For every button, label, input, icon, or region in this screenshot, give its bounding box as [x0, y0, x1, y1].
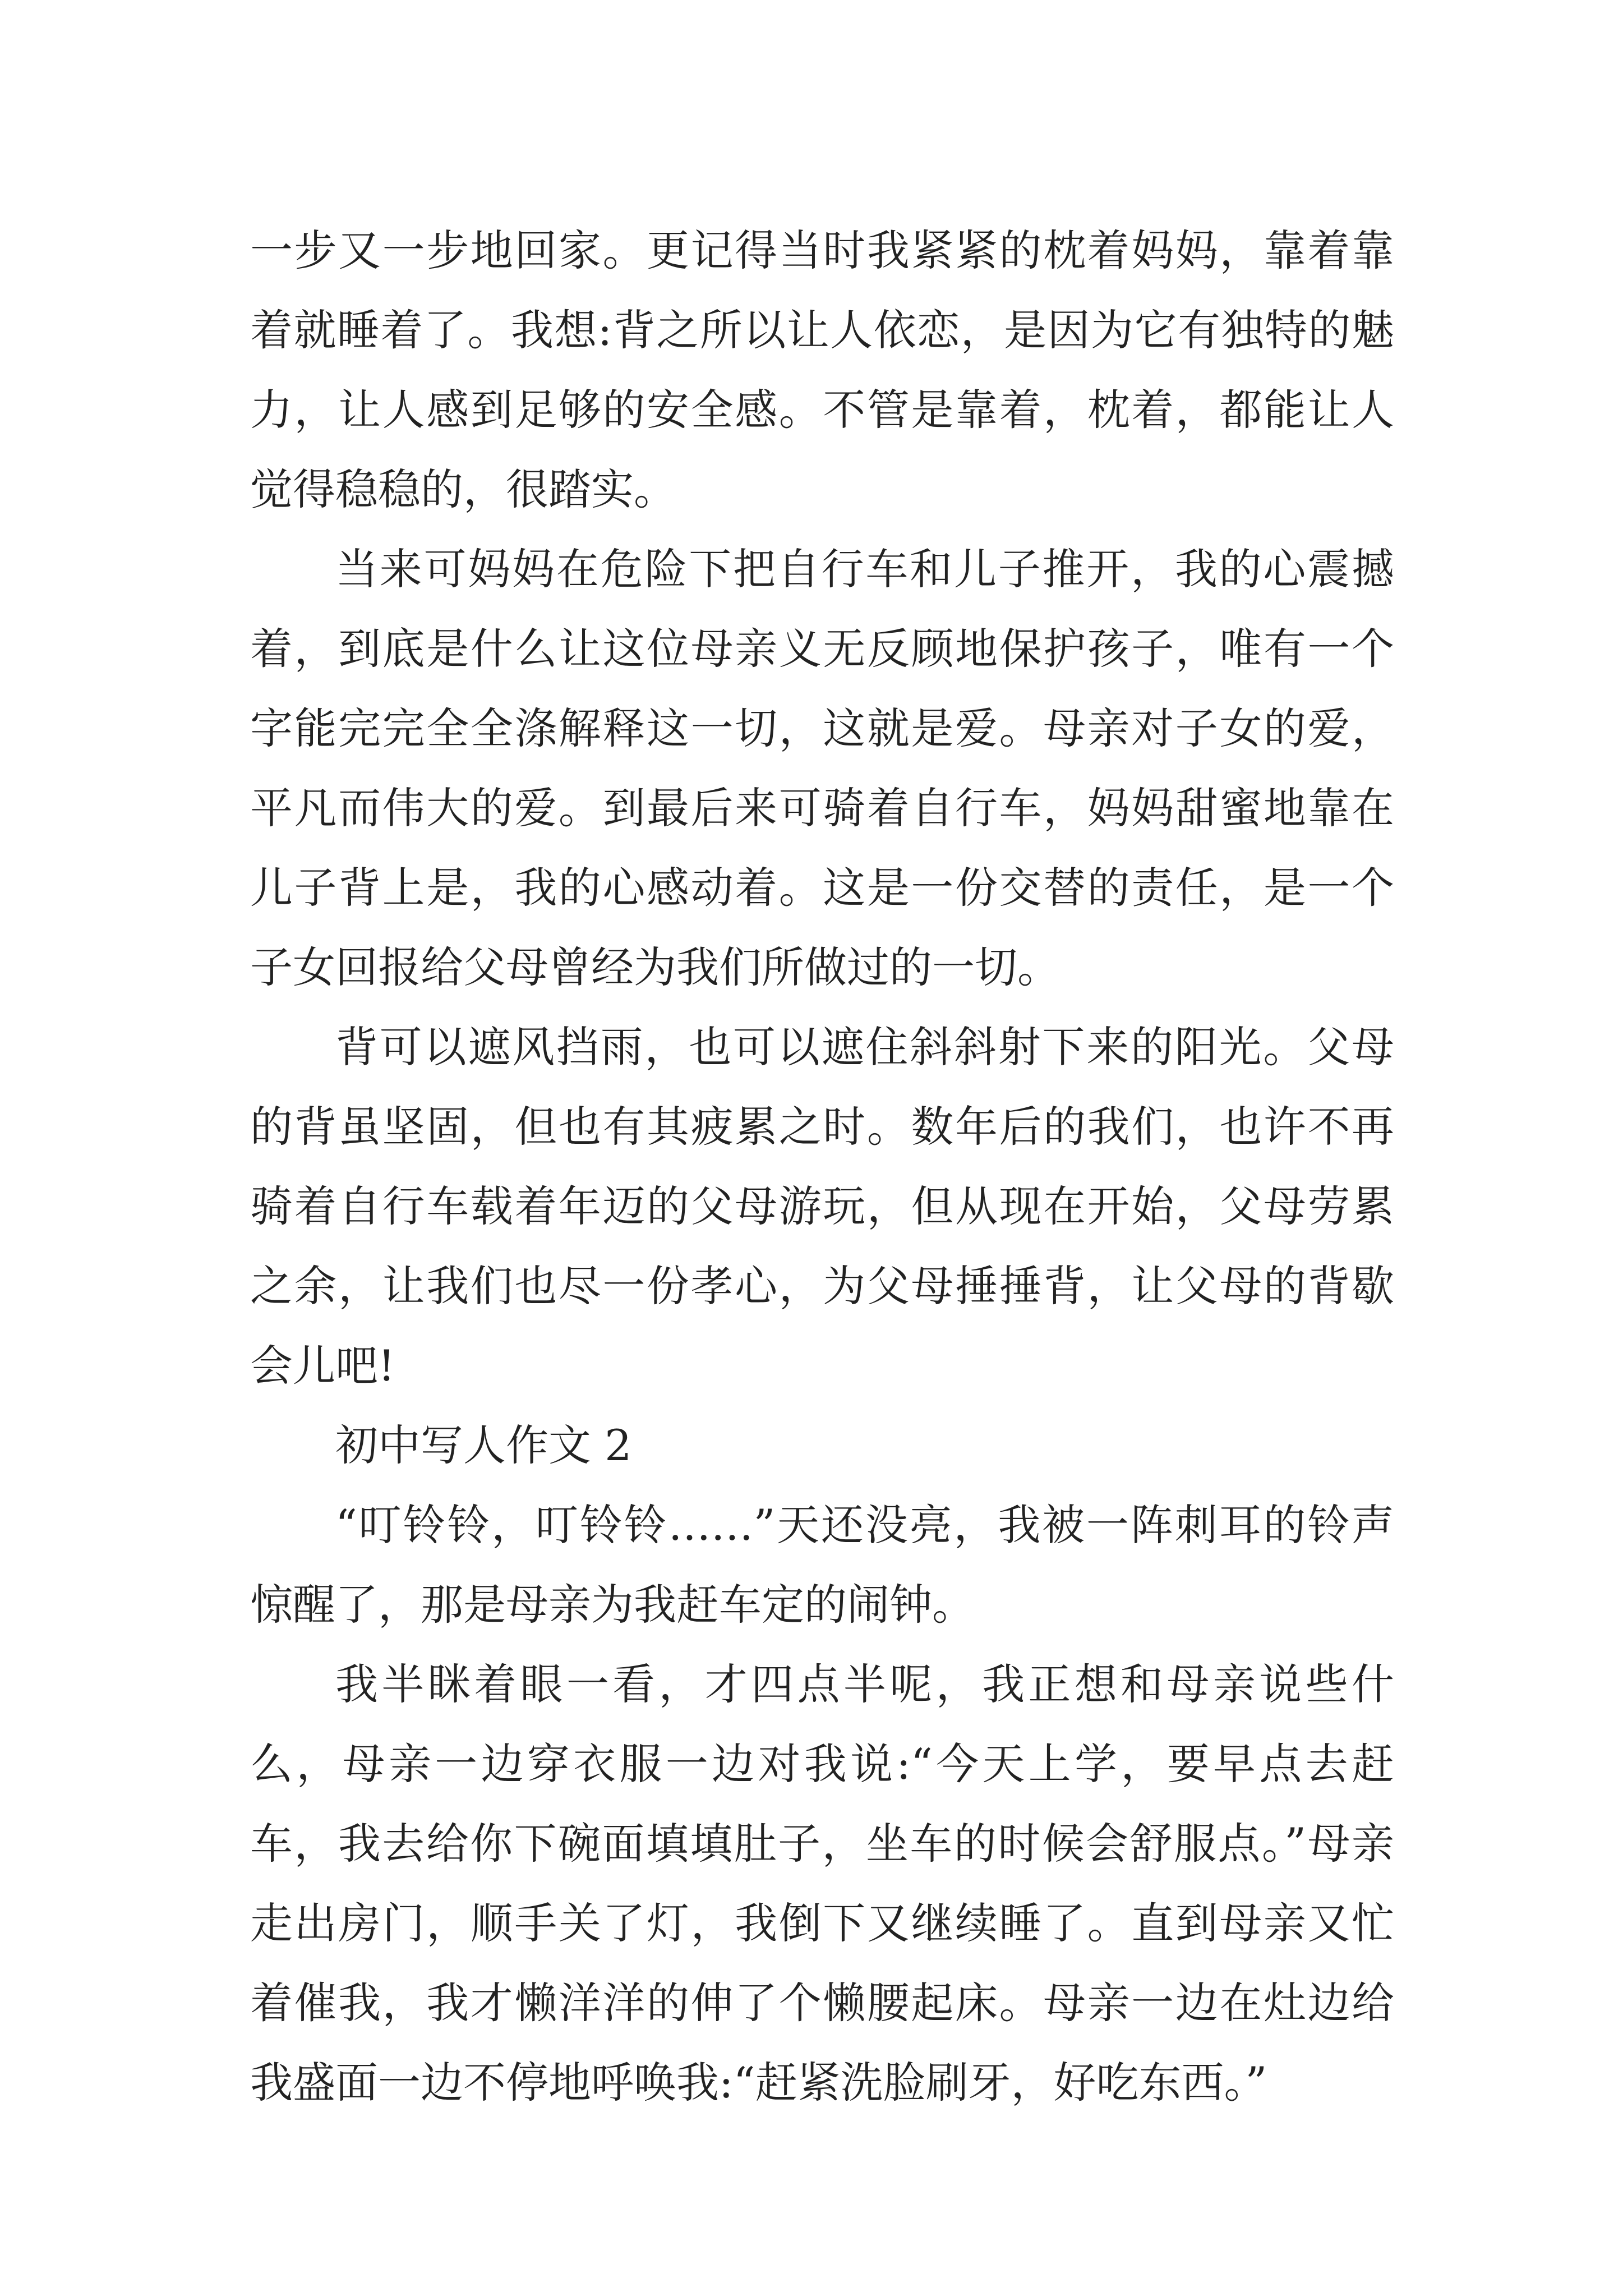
paragraph: 我半眯着眼一看，才四点半呢，我正想和母亲说些什么，母亲一边穿衣服一边对我说:“今天上学，要早点去赶车，我去给你下碗面填填肚子，坐车的时候会舒服点。”母亲走出房门，顺手关了灯，我倒下又继续睡了。直到母亲又忙着催我，我才懒洋洋的伸了个懒腰起床。母亲一边在灶边给我盛面一边不停地呼唤我:“赶紧洗脸刷牙，好吃东西。” [250, 1659, 1394, 2108]
section-heading: 初中写人作文 2 [335, 1420, 632, 1470]
paragraph-continued: 一步又一步地回家。更记得当时我紧紧的枕着妈妈，靠着靠着就睡着了。我想:背之所以让人依恋，是因为它有独特的魅力，让人感到足够的安全感。不管是靠着，枕着，都能让人觉得稳稳的，很踏实。 [250, 226, 1394, 514]
paragraph: “叮铃铃，叮铃铃……”天还没亮，我被一阵刺耳的铃声惊醒了，那是母亲为我赶车定的闹钟。 [250, 1500, 1394, 1630]
article-body [250, 211, 1394, 2123]
paragraph: 当来可妈妈在危险下把自行车和儿子推开，我的心震撼着，到底是什么让这位母亲义无反顾地保护孩子，唯有一个字能完完全全涤解释这一切，这就是爱。母亲对子女的爱，平凡而伟大的爱。到最后来可骑着自行车，妈妈甜蜜地靠在儿子背上是，我的心感动着。这是一份交替的责任，是一个子女回报给父母曾经为我们所做过的一切。 [250, 544, 1394, 992]
paragraph: 背可以遮风挡雨，也可以遮住斜斜射下来的阳光。父母的背虽坚固，但也有其疲累之时。数年后的我们，也许不再骑着自行车载着年迈的父母游玩，但从现在开始，父母劳累之余，让我们也尽一份孝心，为父母捶捶背，让父母的背歇会儿吧! [250, 1022, 1394, 1391]
